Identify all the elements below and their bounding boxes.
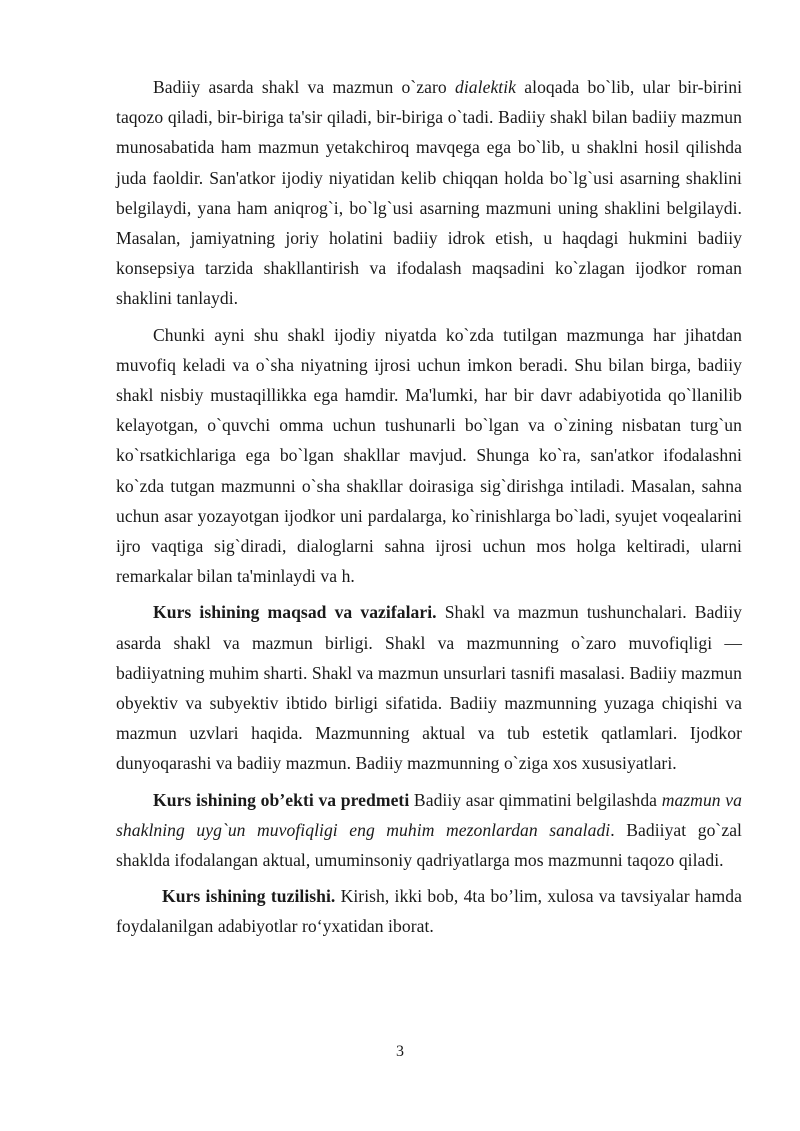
paragraph-form-content-dialectic	[116, 72, 742, 314]
text-run: Shakl va mazmun tushunchalari. Badiiy asarda shakl va mazmun birligi. Shakl va mazmunning o`zaro muvofiqligi — badiiyatning muhim sharti. Shakl va mazmun unsurlari tasnifi masalasi. Badiiy mazmun obyektiv va subyektiv ibtido birligi sifatida. Badiiy mazmunning yuzaga chiqishi va mazmun uzvlari haqida. Mazmunning aktual va tub estetik qatlamlari. Ijodkor dunyoqarashi va badiiy mazmun. Badiiy mazmunning o`ziga xos xususiyatlari.	[116, 602, 742, 774]
italic-term-dialektik: dialektik	[455, 77, 517, 97]
section-heading-goals: Kurs ishining maqsad va vazifalari.	[153, 602, 437, 623]
text-run: Badiiy asar qimmatini belgilashda	[409, 789, 662, 810]
paragraph-form-independence	[116, 320, 742, 592]
paragraph-goals-tasks	[116, 597, 742, 778]
section-heading-structure: Kurs ishining tuzilishi.	[162, 886, 336, 907]
document-body	[116, 72, 742, 948]
text-run: Kirish, ikki bob, 4ta bo’lim, xulosa va tavsiyalar hamda foydalanilgan adabiyotlar ro‘yxatidan iborat.	[116, 886, 742, 937]
italic-phrase-criteria: mazmun va shaklning uyg`un muvofiqligi eng muhim mezonlardan sanaladi	[116, 789, 742, 840]
paragraph-structure	[116, 881, 742, 941]
section-heading-object: Kurs ishining ob’ekti va predmeti	[153, 789, 410, 810]
text-run: Badiiy asarda shakl va mazmun o`zaro	[153, 77, 456, 97]
page-number: 3	[396, 1043, 404, 1060]
text-run: Chunki ayni shu shakl ijodiy niyatda ko`zda tutilgan mazmunga har jihatdan muvofiq keladi va o`sha niyatning ijrosi uchun imkon beradi. Shu bilan birga, badiiy shakl nisbiy mustaqillikka ega hamdir. Ma'lumki, har bir davr adabiyotida qo`llanilib kelayotgan, o`quvchi omma uchun tushunarli bo`lgan va o`zining nisbatan turg`un ko`rsatkichlariga ega bo`lgan shakllar mavjud. Shunga ko`ra, san'atkor ifodalashni ko`zda tutgan mazmunni o`sha shakllar doirasiga sig`dirishga intiladi. Masalan, sahna uchun asar yozayotgan ijodkor uni pardalarga, ko`rinishlarga bo`ladi, syujet voqealarini ijro vaqtiga sig`diradi, dialoglarni sahna ijrosi uchun mos holga keltiradi, ularni remarkalar bilan ta'minlaydi va h.	[116, 324, 742, 587]
paragraph-object-subject	[116, 785, 742, 876]
text-run: . Badiiyat go`zal shaklda ifodalangan aktual, umuminsoniy qadriyatlarga mos mazmunni taqozo qiladi.	[116, 819, 742, 871]
text-run: aloqada bo`lib, ular bir-birini taqozo qiladi, bir-biriga ta'sir qiladi, bir-biriga o`tadi. Badiiy shakl bilan badiiy mazmun munosabatida ham mazmun yetakchiroq mavqega ega bo`lib, u shaklni hosil qilishda juda faoldir. San'atkor ijodiy niyatidan kelib chiqqan holda bo`lg`usi asarning shaklini belgilaydi, yana ham aniqrog`i, bo`lg`usi asarning mazmuni uning shaklini belgilaydi. Masalan, jamiyatning joriy holatini badiiy idrok etish, u haqdagi hukmini badiiy konsepsiya tarzida shakllantirish va ifodalash maqsadini ko`zlagan ijodkor roman shaklini tanlaydi.	[116, 77, 743, 309]
